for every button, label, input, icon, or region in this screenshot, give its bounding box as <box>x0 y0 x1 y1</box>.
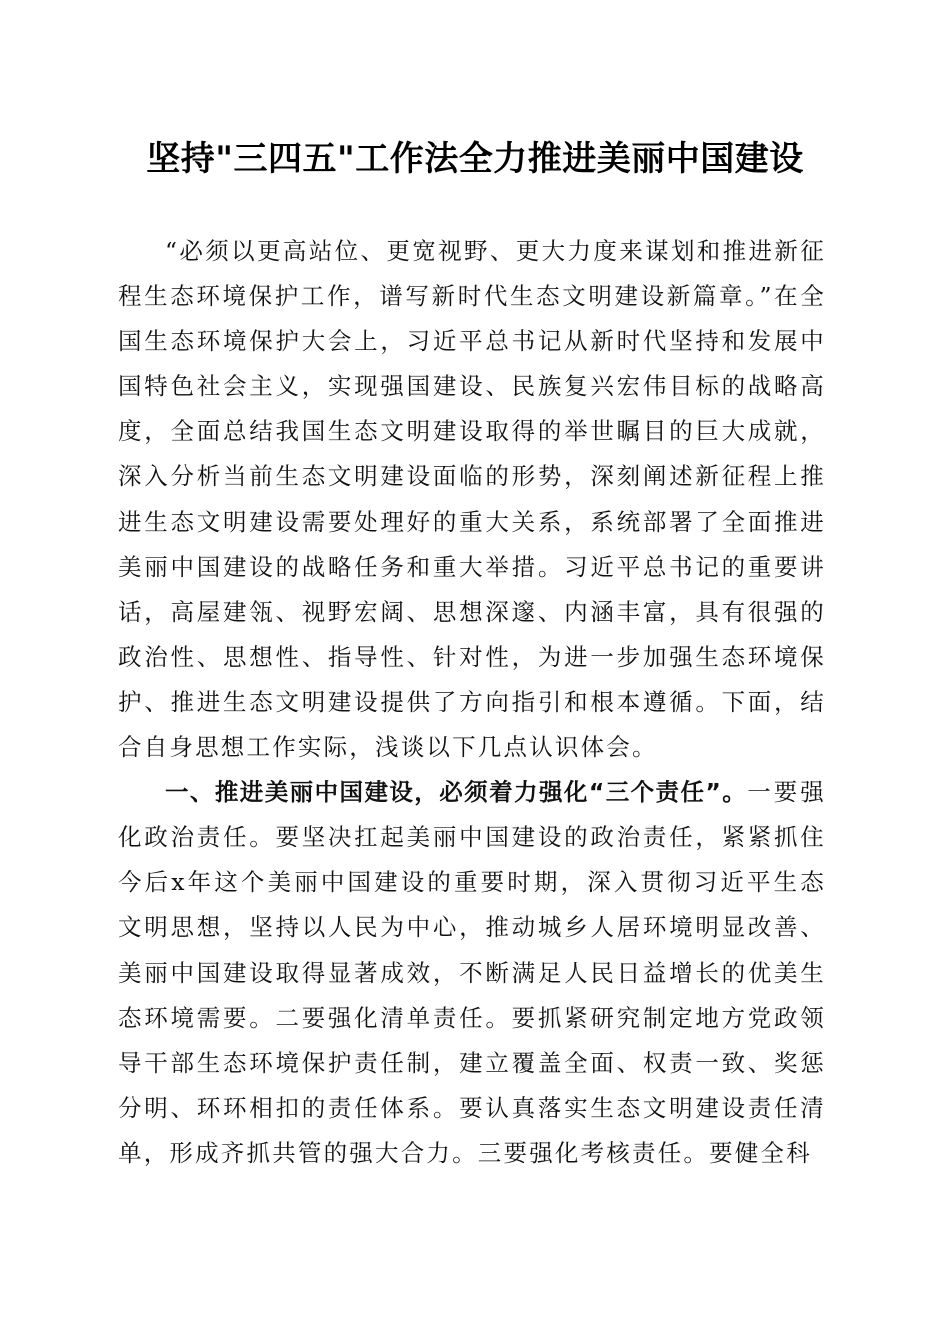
intro-paragraph-text: “必须以更高站位、更宽视野、更大力度来谋划和推进新征程生态环境保护工作，谱写新时代生态文明建设新篇章。”在全国生态环境保护大会上，习近平总书记从新时代坚持和发展中国特色社会主义，实现强国建设、民族复兴宏伟目标的战略高度，全面总结我国生态文明建设取得的举世瞩目的巨大成就，深入分析当前生态文明建设面临的形势，深刻阐述新征程上推进生态文明建设需要处理好的重大关系，系统部署了全面推进美丽中国建设的战略任务和重大举措。习近平总书记的重要讲话，高屋建瓴、视野宏阔、思想深邃、内涵丰富，具有很强的政治性、思想性、指导性、针对性，为进一步加强生态环境保护、推进生态文明建设提供了方向指引和根本遵循。下面，结合自身思想工作实际，浅谈以下几点认识体会。 <box>118 237 826 762</box>
section-one-paragraph <box>118 770 826 1176</box>
document-body <box>118 229 826 1176</box>
section-one-heading: 一、推进美丽中国建设，必须着力强化“三个责任”。 <box>165 778 748 807</box>
intro-paragraph <box>118 229 826 770</box>
section-one-text: 一要强化政治责任。要坚决扛起美丽中国建设的政治责任，紧紧抓住今后x年这个美丽中国建设的重要时期，深入贯彻习近平生态文明思想，坚持以人民为中心，推动城乡人居环境明显改善、美丽中国建设取得显著成效，不断满足人民日益增长的优美生态环境需要。二要强化清单责任。要抓紧研究制定地方党政领导干部生态环境保护责任制，建立覆盖全面、权责一致、奖惩分明、环环相扣的责任体系。要认真落实生态文明建设责任清单，形成齐抓共管的强大合力。三要强化考核责任。要健全科 <box>118 778 826 1167</box>
document-title: 坚持"三四五"工作法全力推进美丽中国建设 <box>146 139 804 179</box>
